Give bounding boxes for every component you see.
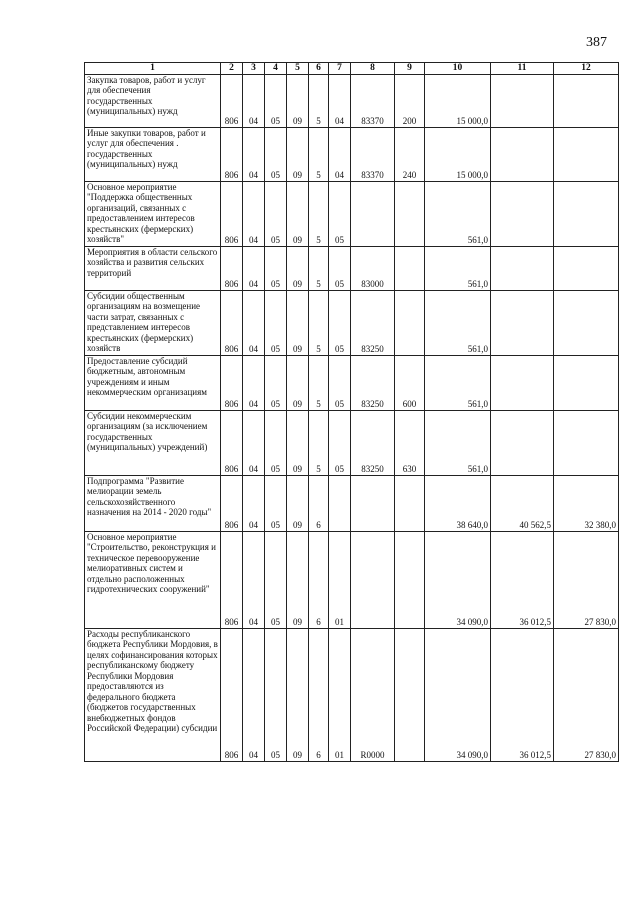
amount-cell [491, 74, 554, 127]
code-cell [395, 290, 425, 355]
code-cell: 806 [221, 246, 243, 290]
amount-cell [554, 74, 619, 127]
code-cell: 806 [221, 74, 243, 127]
code-cell [351, 531, 395, 628]
table-row [85, 290, 619, 355]
code-cell: 6 [309, 531, 329, 628]
code-cell: 806 [221, 531, 243, 628]
amount-cell: 561,0 [425, 246, 491, 290]
code-cell: 01 [329, 628, 351, 761]
amount-cell: 15 000,0 [425, 127, 491, 181]
code-cell: 05 [329, 246, 351, 290]
code-cell: 04 [243, 410, 265, 475]
table-row [85, 531, 619, 628]
code-cell: 09 [287, 127, 309, 181]
amount-cell: 38 640,0 [425, 475, 491, 531]
row-name-cell: Закупка товаров, работ и услуг для обеспечения государственных (муниципальных) нужд [85, 74, 221, 127]
code-cell: 04 [329, 127, 351, 181]
page-number: 387 [586, 35, 607, 50]
table-row [85, 127, 619, 181]
code-cell: R0000 [351, 628, 395, 761]
row-name-cell: Мероприятия в области сельского хозяйства и развития сельских территорий [85, 246, 221, 290]
code-cell: 5 [309, 127, 329, 181]
column-header: 9 [395, 63, 425, 75]
code-cell: 5 [309, 290, 329, 355]
code-cell: 05 [265, 531, 287, 628]
table-row [85, 355, 619, 410]
code-cell: 83000 [351, 246, 395, 290]
code-cell: 09 [287, 181, 309, 246]
code-cell: 09 [287, 628, 309, 761]
code-cell: 83370 [351, 127, 395, 181]
amount-cell: 27 830,0 [554, 628, 619, 761]
amount-cell: 40 562,5 [491, 475, 554, 531]
code-cell: 04 [243, 290, 265, 355]
code-cell [329, 475, 351, 531]
column-header: 6 [309, 63, 329, 75]
column-header: 11 [491, 63, 554, 75]
amount-cell [554, 290, 619, 355]
code-cell: 04 [243, 628, 265, 761]
amount-cell: 561,0 [425, 290, 491, 355]
code-cell: 83250 [351, 290, 395, 355]
amount-cell [554, 127, 619, 181]
code-cell: 04 [243, 246, 265, 290]
column-header: 7 [329, 63, 351, 75]
amount-cell: 36 012,5 [491, 628, 554, 761]
code-cell: 04 [243, 127, 265, 181]
code-cell: 05 [265, 290, 287, 355]
row-name-cell: Иные закупки товаров, работ и услуг для обеспечения . государственных (муниципальных) нужд [85, 127, 221, 181]
code-cell: 630 [395, 410, 425, 475]
code-cell: 05 [329, 290, 351, 355]
code-cell: 806 [221, 475, 243, 531]
code-cell: 09 [287, 475, 309, 531]
column-header: 10 [425, 63, 491, 75]
code-cell: 600 [395, 355, 425, 410]
code-cell: 05 [265, 475, 287, 531]
table-header-row [85, 63, 619, 75]
code-cell: 04 [243, 74, 265, 127]
amount-cell: 561,0 [425, 355, 491, 410]
amount-cell [554, 181, 619, 246]
table-row [85, 181, 619, 246]
column-header: 1 [85, 63, 221, 75]
code-cell: 5 [309, 181, 329, 246]
row-name-cell: Подпрограмма "Развитие мелиорации земель сельскохозяйственного назначения на 2014 - 2020 годы" [85, 475, 221, 531]
code-cell: 5 [309, 74, 329, 127]
code-cell: 83370 [351, 74, 395, 127]
code-cell: 05 [265, 355, 287, 410]
row-name-cell: Субсидии общественным организациям на возмещение части затрат, связанных с представлением интересов крестьянских (фермерских) хозяйств [85, 290, 221, 355]
code-cell: 240 [395, 127, 425, 181]
code-cell: 04 [329, 74, 351, 127]
row-name-cell: Предоставление субсидий бюджетным, автономным учреждениям и иным некоммерческим организациям [85, 355, 221, 410]
code-cell: 83250 [351, 410, 395, 475]
code-cell: 09 [287, 246, 309, 290]
code-cell: 09 [287, 531, 309, 628]
code-cell: 200 [395, 74, 425, 127]
code-cell: 05 [329, 181, 351, 246]
amount-cell: 561,0 [425, 181, 491, 246]
code-cell: 09 [287, 410, 309, 475]
row-name-cell: Основное мероприятие "Поддержка общественных организаций, связанных с предоставлением интересов крестьянских (фермерских) хозяйств" [85, 181, 221, 246]
code-cell [395, 475, 425, 531]
code-cell [351, 181, 395, 246]
amount-cell: 34 090,0 [425, 531, 491, 628]
code-cell [395, 181, 425, 246]
code-cell: 806 [221, 290, 243, 355]
code-cell: 01 [329, 531, 351, 628]
amount-cell [491, 127, 554, 181]
code-cell: 5 [309, 355, 329, 410]
budget-table [84, 62, 619, 762]
code-cell: 09 [287, 355, 309, 410]
code-cell: 05 [329, 410, 351, 475]
amount-cell: 34 090,0 [425, 628, 491, 761]
column-header: 5 [287, 63, 309, 75]
code-cell: 806 [221, 355, 243, 410]
column-header: 4 [265, 63, 287, 75]
code-cell: 83250 [351, 355, 395, 410]
code-cell: 05 [265, 628, 287, 761]
code-cell: 806 [221, 127, 243, 181]
code-cell: 806 [221, 628, 243, 761]
column-header: 2 [221, 63, 243, 75]
code-cell: 09 [287, 290, 309, 355]
code-cell: 04 [243, 181, 265, 246]
code-cell: 05 [265, 74, 287, 127]
code-cell: 5 [309, 246, 329, 290]
amount-cell [554, 355, 619, 410]
code-cell: 04 [243, 355, 265, 410]
code-cell: 806 [221, 181, 243, 246]
table-row [85, 410, 619, 475]
code-cell: 6 [309, 475, 329, 531]
column-header: 8 [351, 63, 395, 75]
amount-cell [554, 246, 619, 290]
amount-cell: 36 012,5 [491, 531, 554, 628]
amount-cell [491, 246, 554, 290]
amount-cell [491, 181, 554, 246]
code-cell: 04 [243, 531, 265, 628]
column-header: 3 [243, 63, 265, 75]
amount-cell [491, 355, 554, 410]
table-row [85, 628, 619, 761]
code-cell: 05 [265, 181, 287, 246]
table-row [85, 74, 619, 127]
code-cell [351, 475, 395, 531]
amount-cell [491, 410, 554, 475]
row-name-cell: Расходы республиканского бюджета Республики Мордовия, в целях софинансирования которых республиканскому бюджету Республики Мордовия предоставляются из федерального бюджета (бюджетов государственных внебюджетных фондов Российской Федерации) субсидии [85, 628, 221, 761]
table-body [85, 74, 619, 761]
row-name-cell: Субсидии некоммерческим организациям (за исключением государственных (муниципальных) учреждений) [85, 410, 221, 475]
amount-cell: 27 830,0 [554, 531, 619, 628]
code-cell: 05 [265, 127, 287, 181]
code-cell: 05 [265, 246, 287, 290]
code-cell [395, 531, 425, 628]
code-cell: 05 [329, 355, 351, 410]
amount-cell [491, 290, 554, 355]
amount-cell: 32 380,0 [554, 475, 619, 531]
code-cell: 04 [243, 475, 265, 531]
code-cell: 6 [309, 628, 329, 761]
table-row [85, 475, 619, 531]
code-cell: 5 [309, 410, 329, 475]
table-row [85, 246, 619, 290]
amount-cell [554, 410, 619, 475]
code-cell [395, 246, 425, 290]
amount-cell: 15 000,0 [425, 74, 491, 127]
code-cell: 806 [221, 410, 243, 475]
row-name-cell: Основное мероприятие "Строительство, реконструкция и техническое перевооружение мелиоративных систем и отдельно расположенных гидротехнических сооружений" [85, 531, 221, 628]
column-header: 12 [554, 63, 619, 75]
code-cell: 09 [287, 74, 309, 127]
code-cell: 05 [265, 410, 287, 475]
code-cell [395, 628, 425, 761]
amount-cell: 561,0 [425, 410, 491, 475]
